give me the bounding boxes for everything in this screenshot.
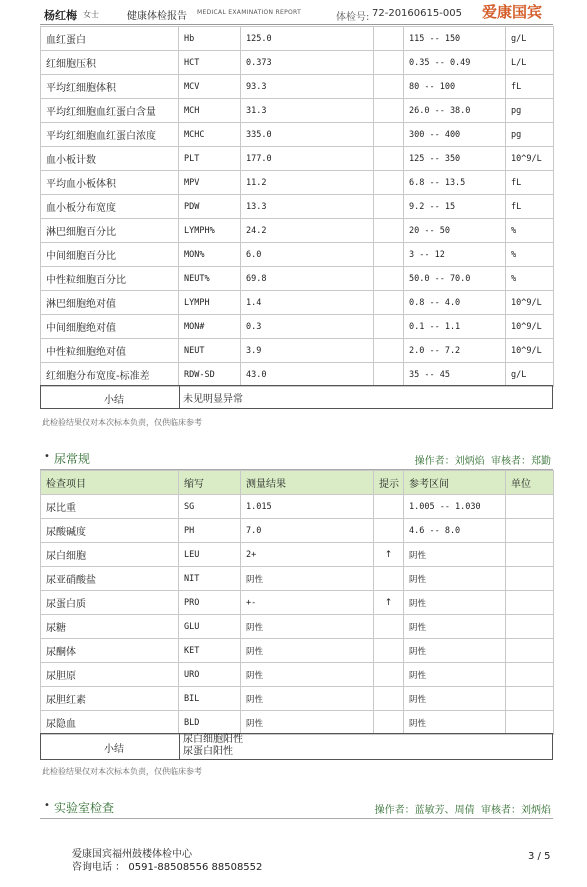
result-cell: 335.0 xyxy=(241,123,374,147)
unit-cell xyxy=(506,567,554,591)
divider xyxy=(179,386,180,408)
table-row xyxy=(41,315,554,339)
flag-cell xyxy=(374,339,404,363)
section-title: 实验室检查 xyxy=(54,801,115,815)
exam-number-label: 体检号: xyxy=(336,12,370,23)
range-cell: 4.6 -- 8.0 xyxy=(404,519,506,543)
range-cell: 阴性 xyxy=(404,591,506,615)
reviewer: 审核者：刘炳焰 xyxy=(481,805,551,816)
flag-cell xyxy=(374,291,404,315)
header-cell: 测量结果 xyxy=(241,471,374,495)
abbr-cell: MON% xyxy=(179,243,241,267)
item-name-cell: 中性粒细胞绝对值 xyxy=(41,339,179,363)
item-name-cell: 尿隐血 xyxy=(41,711,179,735)
item-name-cell: 淋巴细胞百分比 xyxy=(41,219,179,243)
brand-logo: 爱康国宾 xyxy=(482,3,543,21)
range-cell: 阴性 xyxy=(404,543,506,567)
unit-cell: g/L xyxy=(506,27,554,51)
range-cell: 3 -- 12 xyxy=(404,243,506,267)
item-name-cell: 平均红细胞血红蛋白含量 xyxy=(41,99,179,123)
result-cell: 阴性 xyxy=(241,639,374,663)
operator: 操作者：蓝敏芳、周倩 xyxy=(374,805,475,816)
flag-cell xyxy=(374,315,404,339)
result-cell: 69.8 xyxy=(241,267,374,291)
abbr-cell: NIT xyxy=(179,567,241,591)
exam-number: 72-20160615-005 xyxy=(372,8,462,19)
bullet-icon: • xyxy=(44,800,50,811)
flag-cell xyxy=(374,219,404,243)
flag-cell xyxy=(374,363,404,387)
table-row xyxy=(41,363,554,387)
flag-cell xyxy=(374,519,404,543)
abbr-cell: BLD xyxy=(179,711,241,735)
summary-label: 小结 xyxy=(104,744,124,755)
header-cell: 参考区间 xyxy=(404,471,506,495)
abbr-cell: BIL xyxy=(179,687,241,711)
item-name-cell: 尿胆红素 xyxy=(41,687,179,711)
table-row xyxy=(41,99,554,123)
result-cell: +- xyxy=(241,591,374,615)
range-cell: 阴性 xyxy=(404,687,506,711)
abbr-cell: MCV xyxy=(179,75,241,99)
flag-cell xyxy=(374,147,404,171)
summary-line: 尿白细胞阳性 xyxy=(183,734,243,745)
flag-cell xyxy=(374,99,404,123)
table-row xyxy=(41,711,554,735)
table-row xyxy=(41,147,554,171)
abbr-cell: PRO xyxy=(179,591,241,615)
item-name-cell: 血小板计数 xyxy=(41,147,179,171)
unit-cell: % xyxy=(506,267,554,291)
abbr-cell: RDW-SD xyxy=(179,363,241,387)
item-name-cell: 尿亚硝酸盐 xyxy=(41,567,179,591)
result-cell: 2+ xyxy=(241,543,374,567)
unit-cell xyxy=(506,543,554,567)
item-name-cell: 尿白细胞 xyxy=(41,543,179,567)
unit-cell: 10^9/L xyxy=(506,291,554,315)
table-row xyxy=(41,519,554,543)
disclaimer-note: 此检验结果仅对本次标本负责，仅供临床参考 xyxy=(42,418,202,427)
header-cell: 提示 xyxy=(374,471,404,495)
flag-cell xyxy=(374,123,404,147)
abbr-cell: MCH xyxy=(179,99,241,123)
flag-cell xyxy=(374,27,404,51)
table-row xyxy=(41,27,554,51)
abbr-cell: MON# xyxy=(179,315,241,339)
abbr-cell: KET xyxy=(179,639,241,663)
unit-cell xyxy=(506,687,554,711)
abbr-cell: MPV xyxy=(179,171,241,195)
flag-cell xyxy=(374,495,404,519)
divider xyxy=(179,734,180,759)
table-row xyxy=(41,639,554,663)
unit-cell xyxy=(506,711,554,735)
result-cell: 1.4 xyxy=(241,291,374,315)
report-header xyxy=(0,0,587,26)
range-cell: 80 -- 100 xyxy=(404,75,506,99)
footer-phone: 咨询电话 ： 0591-88508556 88508552 xyxy=(72,862,263,873)
footer-org: 爱康国宾福州鼓楼体检中心 xyxy=(72,849,192,860)
header-cell: 缩写 xyxy=(179,471,241,495)
unit-cell: fL xyxy=(506,75,554,99)
item-name-cell: 中间细胞百分比 xyxy=(41,243,179,267)
table-row xyxy=(41,567,554,591)
abbr-cell: MCHC xyxy=(179,123,241,147)
range-cell: 0.35 -- 0.49 xyxy=(404,51,506,75)
result-cell: 7.0 xyxy=(241,519,374,543)
range-cell: 6.8 -- 13.5 xyxy=(404,171,506,195)
result-cell: 阴性 xyxy=(241,567,374,591)
range-cell: 1.005 -- 1.030 xyxy=(404,495,506,519)
result-cell: 0.373 xyxy=(241,51,374,75)
urine-routine-table xyxy=(40,470,554,735)
unit-cell: % xyxy=(506,219,554,243)
result-cell: 11.2 xyxy=(241,171,374,195)
abbr-cell: GLU xyxy=(179,615,241,639)
range-cell: 115 -- 150 xyxy=(404,27,506,51)
abbr-cell: HCT xyxy=(179,51,241,75)
range-cell: 125 -- 350 xyxy=(404,147,506,171)
table-row xyxy=(41,51,554,75)
unit-cell: % xyxy=(506,243,554,267)
item-name-cell: 尿酸碱度 xyxy=(41,519,179,543)
blood-summary xyxy=(40,385,553,409)
range-cell: 0.1 -- 1.1 xyxy=(404,315,506,339)
abbr-cell: Hb xyxy=(179,27,241,51)
header-cell: 检查项目 xyxy=(41,471,179,495)
result-cell: 3.9 xyxy=(241,339,374,363)
abbr-cell: LEU xyxy=(179,543,241,567)
flag-cell xyxy=(374,711,404,735)
range-cell: 阴性 xyxy=(404,639,506,663)
patient-name: 杨红梅 xyxy=(44,9,77,22)
flag-cell xyxy=(374,243,404,267)
flag-cell xyxy=(374,51,404,75)
disclaimer-note: 此检验结果仅对本次标本负责，仅供临床参考 xyxy=(42,767,202,776)
table-header-row xyxy=(41,471,554,495)
operator: 操作者：刘炳焰 xyxy=(414,456,485,467)
table-row xyxy=(41,615,554,639)
range-cell: 阴性 xyxy=(404,615,506,639)
patient-gender: 女士 xyxy=(83,10,99,19)
header-divider xyxy=(40,24,553,25)
unit-cell: fL xyxy=(506,171,554,195)
range-cell: 0.8 -- 4.0 xyxy=(404,291,506,315)
unit-cell: 10^9/L xyxy=(506,339,554,363)
result-cell: 1.015 xyxy=(241,495,374,519)
unit-cell: 10^9/L xyxy=(506,147,554,171)
result-cell: 177.0 xyxy=(241,147,374,171)
section-title: 尿常规 xyxy=(54,452,91,466)
flag-cell xyxy=(374,171,404,195)
result-cell: 6.0 xyxy=(241,243,374,267)
flag-cell xyxy=(374,639,404,663)
result-cell: 93.3 xyxy=(241,75,374,99)
report-title-en: MEDICAL EXAMINATION REPORT xyxy=(197,9,302,16)
bullet-icon: • xyxy=(44,451,50,462)
flag-cell: ↑ xyxy=(374,591,404,615)
table-row xyxy=(41,219,554,243)
table-row xyxy=(41,267,554,291)
summary-label: 小结 xyxy=(104,395,124,406)
abbr-cell: NEUT xyxy=(179,339,241,363)
result-cell: 13.3 xyxy=(241,195,374,219)
blood-routine-table xyxy=(40,26,554,387)
result-cell: 31.3 xyxy=(241,99,374,123)
abbr-cell: LYMPH% xyxy=(179,219,241,243)
item-name-cell: 中间细胞绝对值 xyxy=(41,315,179,339)
result-cell: 阴性 xyxy=(241,711,374,735)
item-name-cell: 血小板分布宽度 xyxy=(41,195,179,219)
abbr-cell: PLT xyxy=(179,147,241,171)
range-cell: 35 -- 45 xyxy=(404,363,506,387)
table-row xyxy=(41,171,554,195)
unit-cell: pg xyxy=(506,123,554,147)
abbr-cell: LYMPH xyxy=(179,291,241,315)
item-name-cell: 平均红细胞体积 xyxy=(41,75,179,99)
urine-summary xyxy=(40,733,553,760)
item-name-cell: 红细胞压积 xyxy=(41,51,179,75)
abbr-cell: NEUT% xyxy=(179,267,241,291)
unit-cell xyxy=(506,495,554,519)
header-cell: 单位 xyxy=(506,471,554,495)
flag-cell xyxy=(374,195,404,219)
item-name-cell: 血红蛋白 xyxy=(41,27,179,51)
section-header-lab xyxy=(40,796,553,819)
item-name-cell: 淋巴细胞绝对值 xyxy=(41,291,179,315)
range-cell: 20 -- 50 xyxy=(404,219,506,243)
table-row xyxy=(41,123,554,147)
item-name-cell: 尿比重 xyxy=(41,495,179,519)
unit-cell xyxy=(506,663,554,687)
table-row xyxy=(41,243,554,267)
summary-value xyxy=(183,734,243,758)
result-cell: 0.3 xyxy=(241,315,374,339)
table-row xyxy=(41,495,554,519)
table-row xyxy=(41,663,554,687)
unit-cell: L/L xyxy=(506,51,554,75)
item-name-cell: 尿胆原 xyxy=(41,663,179,687)
table-row xyxy=(41,339,554,363)
item-name-cell: 尿糖 xyxy=(41,615,179,639)
table-row xyxy=(41,591,554,615)
report-title: 健康体检报告 xyxy=(127,11,187,22)
unit-cell xyxy=(506,615,554,639)
unit-cell: fL xyxy=(506,195,554,219)
item-name-cell: 尿蛋白质 xyxy=(41,591,179,615)
result-cell: 125.0 xyxy=(241,27,374,51)
table-row xyxy=(41,291,554,315)
result-cell: 阴性 xyxy=(241,615,374,639)
item-name-cell: 中性粒细胞百分比 xyxy=(41,267,179,291)
summary-line: 尿蛋白阳性 xyxy=(183,746,233,757)
range-cell: 阴性 xyxy=(404,663,506,687)
flag-cell xyxy=(374,75,404,99)
table-row xyxy=(41,75,554,99)
table-row xyxy=(41,195,554,219)
flag-cell xyxy=(374,615,404,639)
range-cell: 9.2 -- 15 xyxy=(404,195,506,219)
item-name-cell: 平均血小板体积 xyxy=(41,171,179,195)
flag-cell xyxy=(374,687,404,711)
abbr-cell: URO xyxy=(179,663,241,687)
result-cell: 阴性 xyxy=(241,663,374,687)
flag-cell xyxy=(374,267,404,291)
unit-cell xyxy=(506,639,554,663)
unit-cell: 10^9/L xyxy=(506,315,554,339)
result-cell: 24.2 xyxy=(241,219,374,243)
flag-cell: ↑ xyxy=(374,543,404,567)
section-operators xyxy=(375,801,551,816)
result-cell: 阴性 xyxy=(241,687,374,711)
table-row xyxy=(41,687,554,711)
section-header-urine xyxy=(40,447,553,470)
range-cell: 阴性 xyxy=(404,711,506,735)
range-cell: 50.0 -- 70.0 xyxy=(404,267,506,291)
abbr-cell: PDW xyxy=(179,195,241,219)
range-cell: 2.0 -- 7.2 xyxy=(404,339,506,363)
abbr-cell: SG xyxy=(179,495,241,519)
result-cell: 43.0 xyxy=(241,363,374,387)
unit-cell: pg xyxy=(506,99,554,123)
page-number: 3 / 5 xyxy=(528,851,551,862)
range-cell: 26.0 -- 38.0 xyxy=(404,99,506,123)
summary-value: 未见明显异常 xyxy=(183,394,243,405)
abbr-cell: PH xyxy=(179,519,241,543)
item-name-cell: 平均红细胞血红蛋白浓度 xyxy=(41,123,179,147)
item-name-cell: 尿酮体 xyxy=(41,639,179,663)
item-name-cell: 红细胞分布宽度-标准差 xyxy=(41,363,179,387)
unit-cell: g/L xyxy=(506,363,554,387)
flag-cell xyxy=(374,663,404,687)
range-cell: 300 -- 400 xyxy=(404,123,506,147)
unit-cell xyxy=(506,519,554,543)
range-cell: 阴性 xyxy=(404,567,506,591)
section-operators xyxy=(415,452,551,467)
unit-cell xyxy=(506,591,554,615)
table-row xyxy=(41,543,554,567)
reviewer: 审核者：郑勤 xyxy=(491,456,551,467)
flag-cell xyxy=(374,567,404,591)
